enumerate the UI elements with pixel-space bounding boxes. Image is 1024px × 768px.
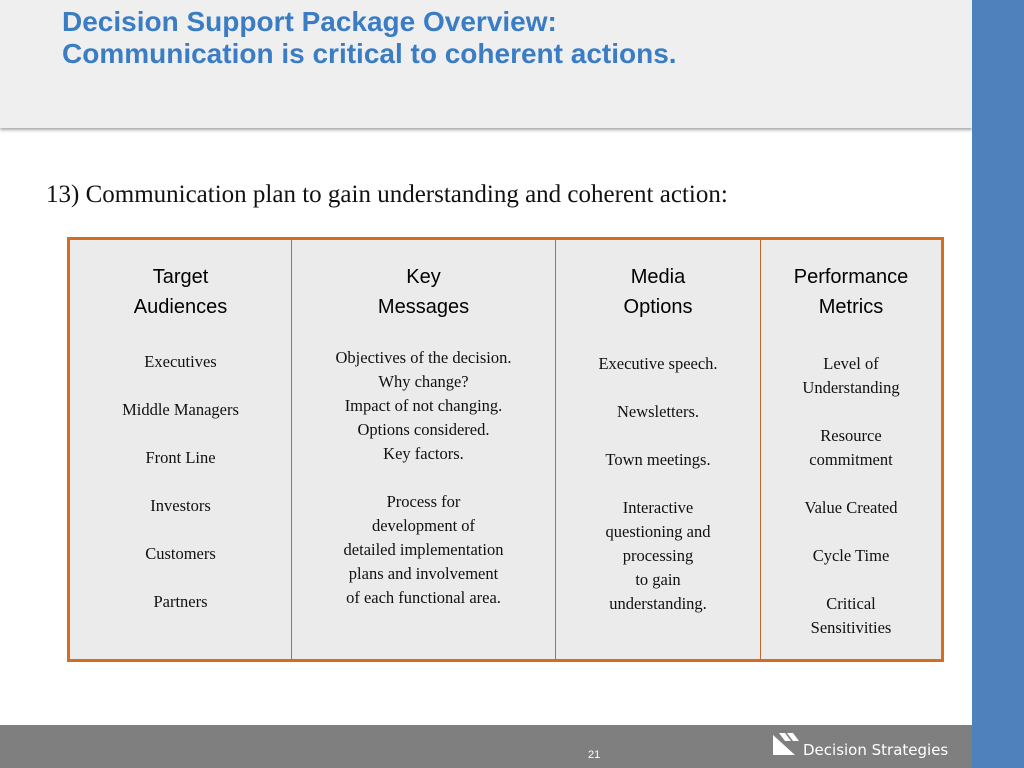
item-line: of each functional area. <box>346 588 501 607</box>
header-line: Metrics <box>818 296 884 318</box>
column-items <box>556 352 760 616</box>
item-line: Why change? <box>378 372 469 391</box>
list-item <box>70 494 291 518</box>
slide-title <box>62 6 677 70</box>
item-line: Objectives of the decision. <box>335 348 512 367</box>
title-line: Decision Support Package Overview: <box>62 6 557 37</box>
item-line: development of <box>371 516 476 535</box>
list-item <box>70 350 291 374</box>
header-bar <box>0 0 972 128</box>
list-item <box>761 592 941 640</box>
header-line: Performance <box>793 266 909 288</box>
list-item <box>761 424 941 472</box>
item-line: detailed implementation <box>343 540 504 559</box>
sidebar-accent <box>972 0 1024 768</box>
list-item <box>70 542 291 566</box>
decision-strategies-logo-icon <box>773 733 801 755</box>
item-line: Executive speech. <box>598 354 718 373</box>
item-line: Process for <box>386 492 461 511</box>
item-line: Cycle Time <box>812 546 890 565</box>
item-line: Interactive <box>622 498 694 517</box>
column-performance-metrics <box>761 240 941 659</box>
item-line: Investors <box>150 496 211 515</box>
header-line: Target <box>152 266 209 288</box>
title-line: Communication is critical to coherent actions. <box>62 38 677 69</box>
slide-subtitle: 13) Communication plan to gain understanding and coherent action: <box>46 181 728 208</box>
column-header <box>70 262 291 322</box>
list-item <box>292 346 555 466</box>
list-item <box>292 490 555 610</box>
item-line: questioning and <box>605 522 711 541</box>
item-line: Resource <box>820 426 882 445</box>
item-line: Middle Managers <box>122 400 239 419</box>
item-line: Impact of not changing. <box>344 396 503 415</box>
list-item <box>556 400 760 424</box>
item-line: Customers <box>145 544 216 563</box>
item-line: Sensitivities <box>810 618 892 637</box>
item-line: Newsletters. <box>616 402 700 421</box>
item-line: commitment <box>809 450 893 469</box>
list-item <box>761 544 941 568</box>
list-item <box>70 446 291 470</box>
header-line: Messages <box>377 296 470 318</box>
column-media-options <box>556 240 761 659</box>
item-line: to gain <box>635 570 681 589</box>
page-number: 21 <box>588 749 601 761</box>
column-items <box>292 346 555 610</box>
list-item <box>761 496 941 520</box>
list-item <box>556 352 760 376</box>
list-item <box>556 496 760 616</box>
brand-name: Decision Strategies <box>803 741 949 759</box>
column-key-messages <box>292 240 556 659</box>
item-line: processing <box>622 546 694 565</box>
list-item <box>70 398 291 422</box>
item-line: Partners <box>153 592 208 611</box>
list-item <box>70 590 291 614</box>
column-items <box>70 350 291 614</box>
item-line: Front Line <box>145 448 216 467</box>
list-item <box>761 352 941 400</box>
item-line: understanding. <box>609 594 707 613</box>
header-line: Media <box>630 266 686 288</box>
brand-logo <box>773 733 949 759</box>
header-line: Audiences <box>133 296 228 318</box>
item-line: Town meetings. <box>605 450 711 469</box>
column-header <box>292 262 555 322</box>
header-line: Key <box>406 266 441 288</box>
item-line: Level of <box>823 354 879 373</box>
column-items <box>761 352 941 640</box>
column-header <box>761 262 941 322</box>
item-line: Critical <box>826 594 876 613</box>
item-line: plans and involvement <box>348 564 499 583</box>
item-line: Key factors. <box>383 444 464 463</box>
item-line: Understanding <box>802 378 900 397</box>
item-line: Options considered. <box>357 420 490 439</box>
header-line: Options <box>623 296 693 318</box>
communication-plan-table <box>67 237 944 662</box>
column-header <box>556 262 760 322</box>
item-line: Value Created <box>804 498 898 517</box>
list-item <box>556 448 760 472</box>
column-target-audiences <box>70 240 292 659</box>
item-line: Executives <box>144 352 217 371</box>
